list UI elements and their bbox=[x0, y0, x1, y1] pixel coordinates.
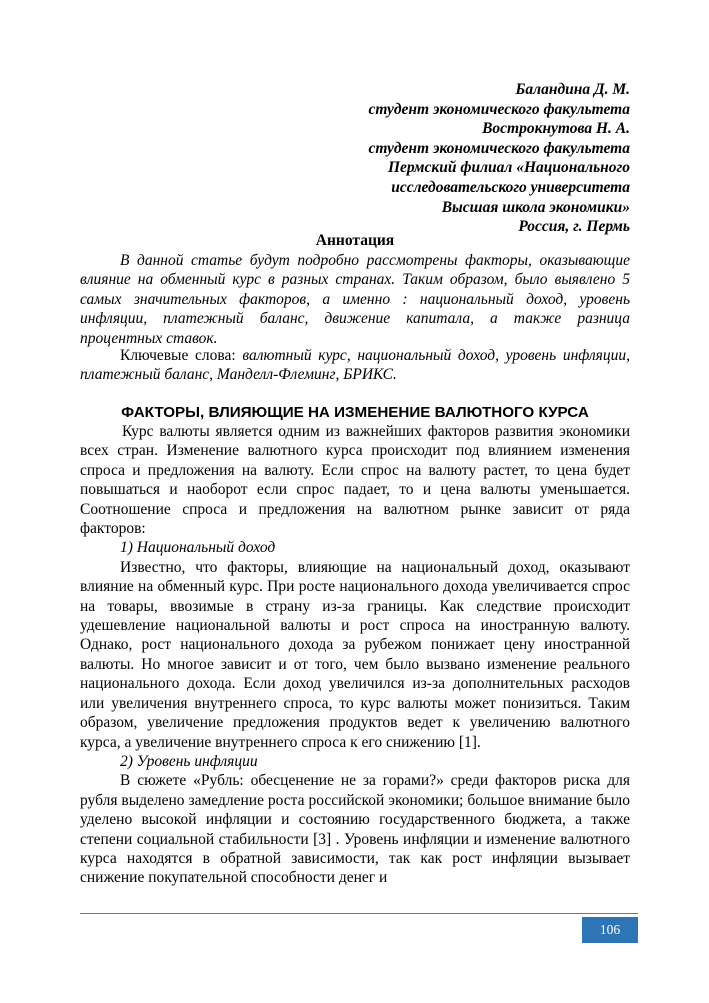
section-heading: ФАКТОРЫ, ВЛИЯЮЩИЕ НА ИЗМЕНЕНИЕ ВАЛЮТНОГО КУРСА bbox=[121, 404, 589, 421]
author-affiliation-2: студент экономического факультета bbox=[368, 139, 630, 157]
page-number: 106 bbox=[582, 917, 638, 943]
intro-paragraph: Курс валюты является одним из важнейших факторов развития экономики всех стран. Изменение валютного курса происходит под влиянием изменения спроса и предложения на валюту. Если спрос на валюту растет, то цена будет повышаться и наоборот если спрос падает, то и цена валюты уменьшается. Соотношение спроса и предложения на валютном рынке зависит от ряда факторов: bbox=[80, 423, 630, 538]
factor-2-paragraph: В сюжете «Рубль: обесценение не за горами?» среди факторов риска для рубля выделено замедление роста российской экономики; большое внимание было уделено высокой инфляции и состоянию государственного бюджета, а также степени социальной стабильности [3] . Уровень инфляции и изменение валютного курса находятся в обратной зависимости, так как рост инфляции вызывает снижение покупательной способности денег и bbox=[80, 772, 630, 887]
institution-line-3: Высшая школа экономики» bbox=[441, 198, 630, 216]
factor-1-title: 1) Национальный доход bbox=[120, 539, 276, 557]
author-name-2: Вострокнутова Н. А. bbox=[482, 120, 630, 138]
factor-1-paragraph: Известно, что факторы, влияющие на национальный доход, оказывают влияние на обменный курс. При росте национального дохода увеличивается спрос на товары, ввозимые в страну из-за границы. Как следствие происходит удешевление национальной валюты и рост спроса на иностранную валюту. Однако, рост национального дохода за рубежом понижает цену иностранной валюты. Но многое зависит и от того, чем было вызвано изменение реального национального дохода. Если доход увеличился из-за дополнительных расходов или увеличения внутреннего спроса, то курс валюты может понизиться. Таким образом, увеличение предложения продуктов ведет к увеличению валютного курса, а увеличение внутреннего спроса к его снижению [1]. bbox=[80, 558, 630, 751]
keywords-label: Ключевые слова: bbox=[120, 347, 243, 364]
abstract-text: В данной статье будут подробно рассмотрены факторы, оказывающие влияние на обменный курс в разных странах. Таким образом, было выявлено 5 самых значительных факторов, а именно : национальный доход, уровень инфляции, платежный баланс, движение капитала, а также разница процентных ставок. bbox=[80, 252, 630, 347]
factor-2-title: 2) Уровень инфляции bbox=[120, 752, 258, 770]
footer-rule bbox=[80, 913, 638, 914]
location: Россия, г. Пермь bbox=[518, 218, 630, 236]
abstract-title: Аннотация bbox=[315, 232, 395, 249]
author-block bbox=[190, 80, 630, 237]
keywords bbox=[80, 346, 630, 385]
institution-line-2: исследовательского университета bbox=[391, 178, 630, 196]
author-name-1: Баландина Д. М. bbox=[515, 81, 630, 98]
keywords-text: валютный курс, национальный доход, уровень инфляции, платежный баланс, Манделл-Флеминг, БРИКС. bbox=[80, 347, 631, 384]
author-affiliation-1: студент экономического факультета bbox=[368, 100, 630, 118]
institution-line-1: Пермский филиал «Национального bbox=[387, 159, 630, 177]
body-text bbox=[80, 422, 630, 888]
